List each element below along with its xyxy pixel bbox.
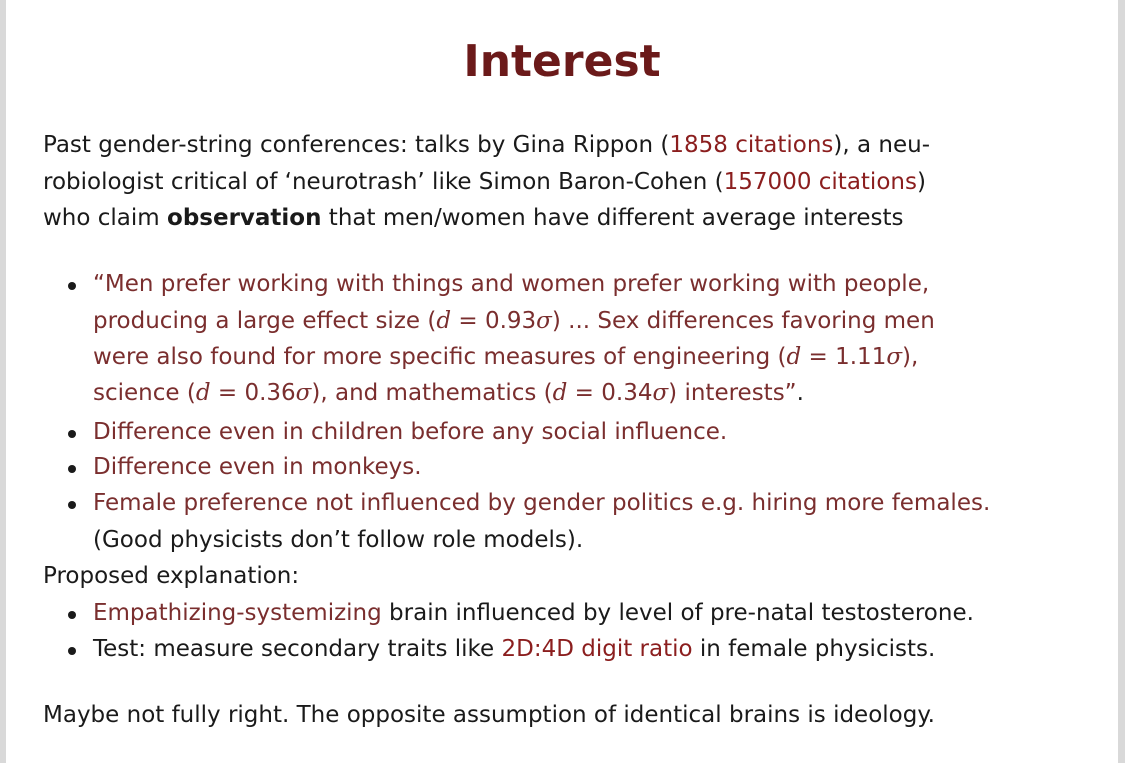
empathizing-systemizing-link[interactable]: Empathizing-systemizing [93, 600, 382, 626]
quote-line-3 [93, 344, 918, 370]
proposed-explanation-heading: Proposed explanation: [43, 563, 300, 589]
bullet-dot [68, 611, 76, 619]
intro-line-2 [43, 169, 926, 195]
baron-cohen-citations-link[interactable]: 157000 citations [723, 169, 917, 195]
quote-text: ) ... Sex differences favoring men [551, 308, 935, 334]
quote-text: ), [902, 344, 919, 370]
intro-text: ), a neu- [833, 132, 930, 158]
intro-text: ) [916, 169, 926, 195]
math-d: d [195, 380, 211, 406]
effect-size-engineering: = 1.11 [801, 344, 887, 370]
bullet-monkeys: Difference even in monkeys. [93, 454, 422, 480]
quote-text: science ( [93, 380, 196, 406]
intro-line-1 [43, 132, 930, 158]
quote-text: producing a large effect size ( [93, 308, 437, 334]
math-sigma: σ [295, 380, 312, 406]
quote-line-1: “Men prefer working with things and women prefer working with people, [93, 271, 930, 297]
rippon-citations-link[interactable]: 1858 citations [669, 132, 834, 158]
intro-text: robiologist critical of ‘neurotrash’ like Simon Baron-Cohen ( [43, 169, 724, 195]
quote-period: . [796, 380, 804, 406]
sub-bullet-text: in female physicists. [692, 636, 936, 662]
bullet-dot [68, 465, 76, 473]
intro-text: who claim [43, 205, 168, 231]
bullet-female-preference: Female preference not influenced by gender politics e.g. hiring more females. [93, 490, 991, 516]
quote-text: ) interests” [668, 380, 797, 406]
slide [6, 0, 1118, 763]
math-d: d [436, 308, 452, 334]
math-sigma: σ [652, 380, 669, 406]
math-sigma: σ [536, 308, 552, 334]
effect-size-mathematics: = 0.34 [567, 380, 653, 406]
conclusion: Maybe not fully right. The opposite assumption of identical brains is ideology. [43, 702, 935, 728]
math-d: d [786, 344, 802, 370]
bullet-role-models: (Good physicists don’t follow role models). [93, 527, 584, 553]
intro-text: that men/women have different average interests [321, 205, 904, 231]
quote-line-2 [93, 308, 935, 334]
intro-line-3 [43, 205, 903, 231]
effect-size-things-people: = 0.93 [451, 308, 537, 334]
bullet-children: Difference even in children before any social influence. [93, 419, 728, 445]
bullet-dot [68, 501, 76, 509]
quote-text: ), and mathematics ( [311, 380, 553, 406]
bullet-dot [68, 430, 76, 438]
sub-bullet-empathizing [93, 600, 974, 626]
bullet-dot [68, 282, 76, 290]
slide-title: Interest [463, 36, 661, 87]
quote-text: were also found for more specific measures of engineering ( [93, 344, 787, 370]
math-sigma: σ [886, 344, 903, 370]
sub-bullet-test [93, 636, 935, 662]
math-d: d [552, 380, 568, 406]
intro-text: Past gender-string conferences: talks by Gina Rippon ( [43, 132, 670, 158]
sub-bullet-text: Test: measure secondary traits like [93, 636, 502, 662]
observation-bold: observation [167, 205, 322, 231]
sub-bullet-text: brain influenced by level of pre-natal testosterone. [381, 600, 974, 626]
effect-size-science: = 0.36 [210, 380, 296, 406]
digit-ratio-link[interactable]: 2D:4D digit ratio [501, 636, 693, 662]
bullet-dot [68, 647, 76, 655]
quote-line-4 [93, 380, 804, 406]
